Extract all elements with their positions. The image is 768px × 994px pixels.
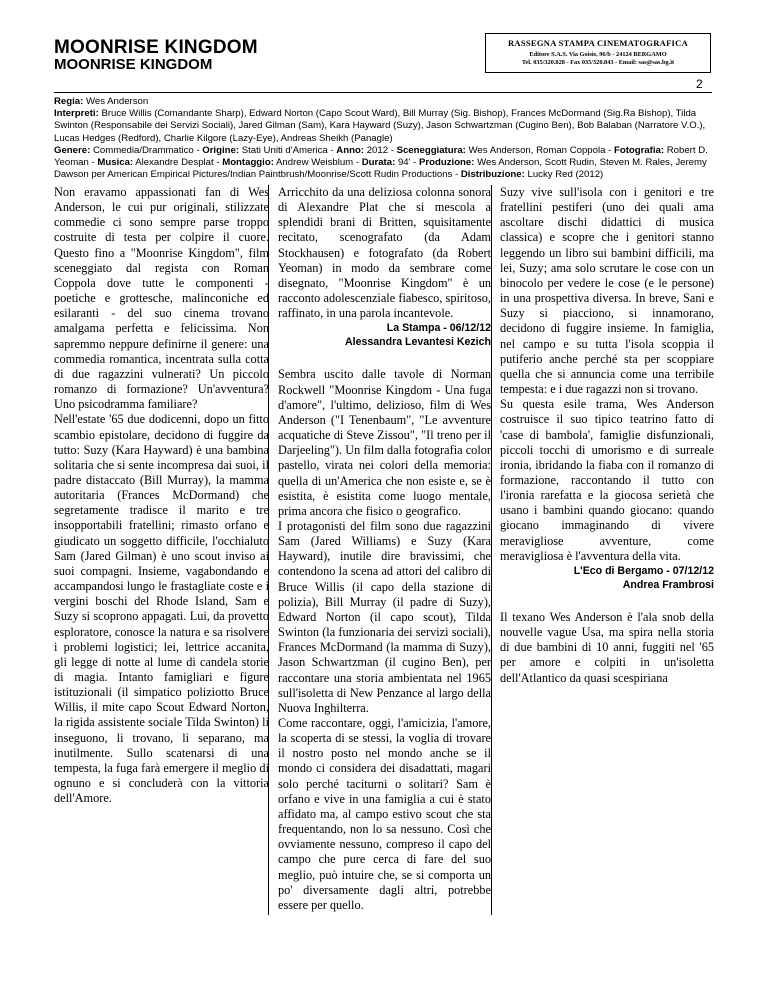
credit-distribuzione: Lucky Red (2012): [527, 169, 604, 181]
review1-paragraph: Arricchito da una deliziosa colonna sonora di Alexandre Plat che si mescola a splendidi brani di Britten, squisitamente recitato, scenografato (da Adam Stockhausen) e fotografato (da Robert Yeoman) in modo da sembrare come disegnato, "Moonrise Kingdom" è un racconto adolescenziale fiabesco, spiritoso, raffinato, in una parola incantevole.: [278, 185, 491, 321]
review2-paragraph: Come raccontare, oggi, l'amicizia, l'amore, la scoperta di se stessi, la voglia di trovare il nostro posto nel mondo anche se il mondo ci considera dei disadattati, magari solo perché taciturni o solitari? Sam è orfano e vive in una famiglia a cui è stato affidato ma, al campo estivo scout che sta frequentando, non lo sa nessuno. Così che ovviamente nessuno, compreso il capo del campo che pure cerca di fare del suo meglio, può intuire che, se si comporta un po' diversamente dagli altri, potrebbe essere per quello.: [278, 716, 491, 912]
credit-label-musica: Musica:: [97, 157, 134, 169]
page-subtitle: MOONRISE KINGDOM: [54, 56, 213, 73]
column-divider: [491, 185, 492, 915]
credit-regia: Wes Anderson: [86, 96, 149, 107]
review-column-2: [278, 185, 491, 913]
credit-genere: Commedia/Drammatico: [92, 144, 194, 156]
credit-origine: Stati Uniti d'America: [241, 144, 328, 156]
credit-label-regia: Regia:: [54, 96, 84, 107]
credit-label-origine: Origine:: [202, 144, 240, 156]
review2-paragraph: Su questa esile trama, Wes Anderson costruisce il suo tipico teatrino fatto di 'case di bambola', famiglie disfunzionali, piccoli tocchi di umorismo e di surreale ironia, ibridando la fiaba con il romanzo di formazione, raccontando il tutto con l'ironia rarefatta e la giocosa serietà che usano i bambini quando giocano: quando giocano immaginando di vivere meravigliose avventure, come meravigliosa è l'avventura della vita.: [500, 397, 714, 563]
credit-durata: 94': [397, 157, 411, 169]
credit-sceneggiatura: Wes Anderson, Roman Coppola: [468, 144, 606, 156]
review3-paragraph: Il texano Wes Anderson è l'ala snob della nouvelle vague Usa, ma spira nella storia di due bambini di 10 anni, fuggiti nel '65 per amore e colpiti in un'isoletta dell'Atlantico da quasi scespiriana: [500, 609, 714, 685]
review2-paragraph: Suzy vive sull'isola con i genitori e tre fratellini pestiferi (uno dei quali ama ascoltare dischi didattici di musica classica) e scopre che i genitori stanno leggendo un libro sui bambini difficili, ma lei, Suzy; ama solo scrutare le cose con un binocolo per vedere le cose (e le persone) in una prospettiva diversa. In breve, Sani e Suzy si piacciono, si innamorano, decidono di fuggire insieme. In famiglia, nel campo e su tutta l'isola scoppia il putiferio anche perché sta per scoppiare quella che si annuncia come una terribile tempesta: e i due ragazzi non si trovano.: [500, 185, 714, 397]
review2-author: Andrea Frambrosi: [622, 578, 714, 591]
credit-label-sceneggiatura: Sceneggiatura:: [396, 144, 466, 156]
review1-paragraph: Nell'estate '65 due dodicenni, dopo un fitto scambio epistolare, decidono di fuggire da tutto: Suzy (Kara Hayward) è una bambina solitaria che si sente incompresa dai suoi, il padre distaccato (Bill Murray), la mamma autoritaria (Frances McDormand) che segretamente tradisce il marito e tre insopportabili fratellini; rimasto orfano e giudicato un soggetto difficile, l'occhialuto Sam (Jared Gilman) è uno scout inviso ai suoi compagni. Insieme, vagabondando e accampandosi lungo le frastagliate coste e i vergini boschi del Rhode Island, Sam e Suzy si scoprono appagati. Lui, da provetto esploratore, conosce la natura e sa risolvere i problemi logistici; lei, lettrice accanita, gli legge di notte al lume di candela storie di magia. Intanto famigliari e figure istituzionali (il simpatico poliziotto Bruce Willis, il mite capo Scout Edward Norton, la rigida assistente sociale Tilda Swinton) li inseguono, li trovano, li separano, ma inutilmente. Sullo scatenarsi di una tempesta, la fuga farà emergere il meglio di ognuno e si concluderà con la vittoria dell'Amore.: [54, 412, 269, 806]
credit-fotografia: Robert D. Yeoman: [54, 144, 708, 169]
credit-anno: 2012: [366, 144, 389, 156]
publisher-contacts: Tel. 035/320.828 - Fax 035/320.843 - Email: sas@sas.bg.it: [521, 59, 675, 66]
review2-paragraph: Sembra uscito dalle tavole di Norman Rockwell "Moonrise Kingdom - Una fuga d'amore", l'ultimo, delizioso, film di Wes Anderson ("I Tenenbaum", "Le avventure acquatiche di Steve Zissou", "Il treno per il Darjeeling"). Un film dalla fotografia color pastello, virata nei colori della memoria: quella di un'America che non esiste e, se è esistita, è esistita come luogo mentale, prima ancora che fisico o geografico.: [278, 367, 491, 518]
review-column-3: [500, 185, 714, 686]
credit-label-anno: Anno:: [336, 144, 365, 156]
credit-produzione: Wes Anderson, Scott Rudin, Steven M. Rales, Jeremy Dawson per American Empirical Pictures/Indian Paintbrush/Moonrise/Scott Rudin Productions: [54, 157, 707, 181]
review-column-1: [54, 185, 269, 806]
page-number: 2: [696, 77, 703, 91]
film-credits: Regia: Wes Anderson Interpreti: Bruce Willis (Comandante Sharp), Edward Norton (Capo Scout Ward), Bill Murray (Sig. Bishop), Frances McDormand (Sig.Ra Bishop), Tilda Swinton (Responsabile dei Servizi Sociali), Jared Gilman (Sam), Kara Hayward (Suzy), Jason Schwartzman (Cugino Ben), Bob Balaban (Narratore V.O.), Lucas Hedges (Redford), Charlie Kilgore (Lazy-Eye), Andreas Sheikh (Panagle) Genere: Commedia/Drammatico - Origine: Stati Uniti d'America - Anno: 2012 - Sceneggiatura: Wes Anderson, Roman Coppola - Fotografia: Robert D. Yeoman - Musica: Alexandre Desplat - Montaggio: Andrew Weisblum - Durata: 94' - Produzione: Wes Anderson, Scott Rudin, Steven M. Rales, Jeremy Dawson per American Empirical Pictures/Indian Paintbrush/Moonrise/Scott Rudin Productions - Distribuzione: Lucky Red (2012): [54, 96, 708, 181]
review1-paragraph: Non eravamo appassionati fan di Wes Anderson, le cui pur originali, stilizzate commedie ci sono sempre parse troppo costruite di testa per colpire il cuore. Questo fino a "Moonrise Kingdom", film sceneggiato dal regista con Roman Coppola dove tutte le componenti - poetiche e grottesche, malinconiche ed esilaranti - del suo cinema trovano amalgama perfetta e felicissima. Non sapremmo neppure definirne il genere: una commedia romantica, incentrata sulla cotta di due ragazzini vulnerati? Un piccolo romanzo di formazione? Un'avventura? Uno psicodramma familiare?: [54, 185, 269, 412]
credit-label-interpreti: Interpreti:: [54, 108, 99, 120]
page-title: MOONRISE KINGDOM: [54, 37, 258, 58]
credit-label-genere: Genere:: [54, 144, 91, 156]
credit-interpreti: Bruce Willis (Comandante Sharp), Edward Norton (Capo Scout Ward), Bill Murray (Sig. Bishop), Frances McDormand (Sig.Ra Bishop), Tilda Swinton (Responsabile dei Servizi Sociali), Jared Gilman (Sam), Kara Hayward (Suzy), Jason Schwartzman (Cugino Ben), Bob Balaban (Narratore V.O.), Lucas Hedges (Redford), Charlie Kilgore (Lazy-Eye), Andreas Sheikh (Panagle): [54, 108, 706, 144]
credit-montaggio: Andrew Weisblum: [276, 157, 354, 169]
credit-label-montaggio: Montaggio:: [222, 157, 274, 169]
credit-label-fotografia: Fotografia:: [613, 144, 665, 156]
publisher-address: Editore S.A.S. Via Goisis, 96/b - 24124 BERGAMO: [529, 51, 667, 58]
credit-musica: Alexandre Desplat: [135, 157, 214, 169]
review2-paragraph: I protagonisti del film sono due ragazzini Sam (Jared Williams) e Suzy (Kara Hayward), inutile dire bravissimi, che contendono la scena ad attori del calibro di Bruce Willis (il capo della stazione di polizia), Bill Murray (il padre di Suzy), Edward Norton (il capo scout), Tilda Swinton (la funzionaria dei servizi sociali), Frances McDormand (la mamma di Suzy), Jason Schwartzman (il cugino Ben), per raccontare una storia ambientata nel 1965 sull'isoletta di New Penzance al largo della Nuova Inghilterra.: [278, 518, 491, 715]
header-divider: [54, 92, 712, 93]
credit-label-produzione: Produzione:: [419, 157, 475, 169]
review1-author: Alessandra Levantesi Kezich: [344, 336, 491, 349]
review2-source: L'Eco di Bergamo - 07/12/12: [573, 564, 714, 577]
review1-source: La Stampa - 06/12/12: [386, 322, 491, 335]
publisher-box: [485, 33, 711, 73]
credit-label-distribuzione: Distribuzione:: [460, 169, 525, 181]
credit-label-durata: Durata:: [361, 157, 396, 169]
publisher-title: RASSEGNA STAMPA CINEMATOGRAFICA: [507, 38, 689, 48]
